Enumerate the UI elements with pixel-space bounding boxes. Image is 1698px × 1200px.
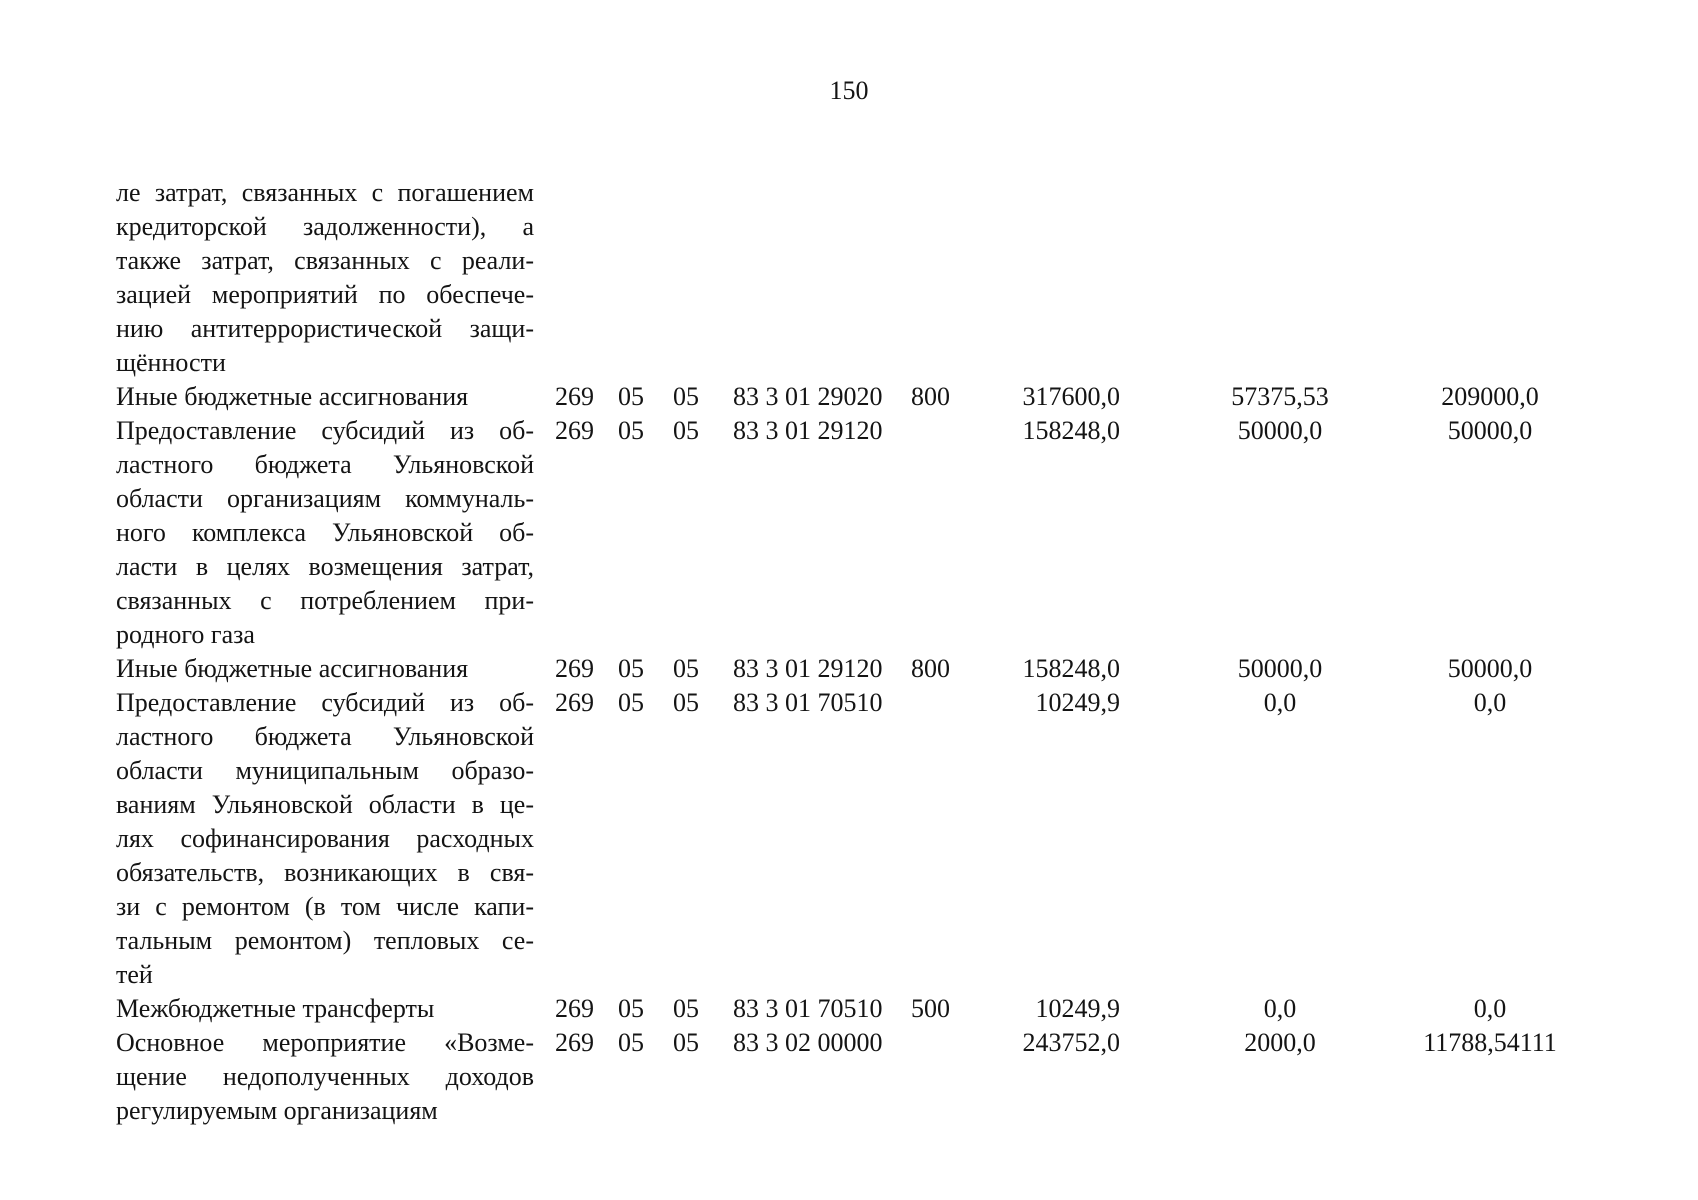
table-row (0, 1026, 1698, 1128)
ministry-code: 269 (555, 654, 594, 683)
description-line: ваниям Ульяновской области в це- (116, 790, 534, 819)
table-row (0, 176, 1698, 380)
amount-3 (1390, 176, 1590, 210)
target-article-code: 83 3 01 29120 (733, 416, 883, 445)
amount-1: 10249,9 (1035, 994, 1120, 1023)
description-line: ластного бюджета Ульяновской (116, 722, 534, 751)
ministry-code: 269 (555, 416, 594, 445)
target-article-code: 83 3 02 00000 (733, 1028, 883, 1057)
amount-2 (1180, 176, 1380, 210)
subsection-code: 05 (673, 382, 699, 411)
subsection-code: 05 (673, 1028, 699, 1057)
section-code: 05 (618, 416, 644, 445)
description-line: лях софинансирования расходных (116, 824, 534, 853)
amount-1 (960, 176, 1120, 210)
description-line: зи с ремонтом (в том числе капи- (116, 892, 534, 921)
section-code: 05 (618, 1028, 644, 1057)
description-line: нию антитеррористической защи- (116, 314, 534, 343)
amount-3: 11788,54111 (1423, 1028, 1557, 1057)
description-line: тей (116, 960, 153, 989)
budget-table (0, 176, 1698, 1128)
expense-type-code: 800 (911, 654, 950, 683)
target-article-code: 83 3 01 29120 (733, 654, 883, 683)
amount-3: 0,0 (1473, 994, 1507, 1023)
description-line: щённости (116, 348, 226, 377)
expense-type-code: 500 (911, 994, 950, 1023)
table-row (0, 652, 1698, 686)
table-row (0, 992, 1698, 1026)
amount-3: 50000,0 (1447, 654, 1533, 683)
description-line: связанных с потреблением при- (116, 586, 534, 615)
amount-3: 50000,0 (1447, 416, 1533, 445)
amount-2: 57375,53 (1231, 382, 1329, 411)
description-line: области муниципальным образо- (116, 756, 534, 785)
description-line: Предоставление субсидий из об- (116, 688, 534, 717)
description-line: области организациям коммуналь- (116, 484, 534, 513)
row-description (116, 992, 534, 1026)
amount-3: 0,0 (1473, 688, 1507, 717)
section-code: 05 (618, 382, 644, 411)
amount-2: 50000,0 (1237, 416, 1323, 445)
description-line: тальным ремонтом) тепловых се- (116, 926, 534, 955)
amount-1: 158248,0 (1022, 416, 1120, 445)
row-description (116, 176, 534, 380)
amount-2: 50000,0 (1237, 654, 1323, 683)
table-row (0, 414, 1698, 652)
description-line: зацией мероприятий по обеспече- (116, 280, 534, 309)
target-article-code: 83 3 01 70510 (733, 994, 883, 1023)
description-line: ласти в целях возмещения затрат, (116, 552, 534, 581)
section-code: 05 (618, 688, 644, 717)
ministry-code: 269 (555, 994, 594, 1023)
ministry-code: 269 (555, 382, 594, 411)
row-description (116, 380, 534, 414)
ministry-code: 269 (555, 688, 594, 717)
amount-2: 0,0 (1263, 688, 1297, 717)
row-description (116, 686, 534, 992)
description-line: щение недополученных доходов (116, 1062, 534, 1091)
description-line: кредиторской задолженности), а (116, 212, 534, 241)
ministry-code: 269 (555, 1028, 594, 1057)
amount-1: 317600,0 (1022, 382, 1120, 411)
row-description (116, 652, 534, 686)
page-number: 150 (829, 76, 869, 105)
description-line: Иные бюджетные ассигнования (116, 654, 469, 683)
amount-1: 10249,9 (1035, 688, 1120, 717)
description-line: родного газа (116, 620, 255, 649)
amount-2: 2000,0 (1244, 1028, 1316, 1057)
description-line: регулируемым организациям (116, 1096, 438, 1125)
expense-type-code: 800 (911, 382, 950, 411)
subsection-code: 05 (673, 416, 699, 445)
table-row (0, 686, 1698, 992)
description-line: Межбюджетные трансферты (116, 994, 435, 1023)
amount-1: 243752,0 (1022, 1028, 1120, 1057)
row-description (116, 1026, 534, 1128)
description-line: Основное мероприятие «Возме- (116, 1028, 534, 1057)
section-code: 05 (618, 654, 644, 683)
table-row (0, 380, 1698, 414)
section-code: 05 (618, 994, 644, 1023)
amount-3: 209000,0 (1441, 382, 1539, 411)
amount-2: 0,0 (1263, 994, 1297, 1023)
target-article-code: 83 3 01 70510 (733, 688, 883, 717)
description-line: Предоставление субсидий из об- (116, 416, 534, 445)
subsection-code: 05 (673, 688, 699, 717)
description-line: обязательств, возникающих в свя- (116, 858, 534, 887)
amount-1: 158248,0 (1022, 654, 1120, 683)
description-line: Иные бюджетные ассигнования (116, 382, 469, 411)
description-line: также затрат, связанных с реали- (116, 246, 534, 275)
subsection-code: 05 (673, 654, 699, 683)
subsection-code: 05 (673, 994, 699, 1023)
description-line: ластного бюджета Ульяновской (116, 450, 534, 479)
row-description (116, 414, 534, 652)
description-line: ле затрат, связанных с погашением (116, 178, 534, 207)
description-line: ного комплекса Ульяновской об- (116, 518, 534, 547)
target-article-code: 83 3 01 29020 (733, 382, 883, 411)
